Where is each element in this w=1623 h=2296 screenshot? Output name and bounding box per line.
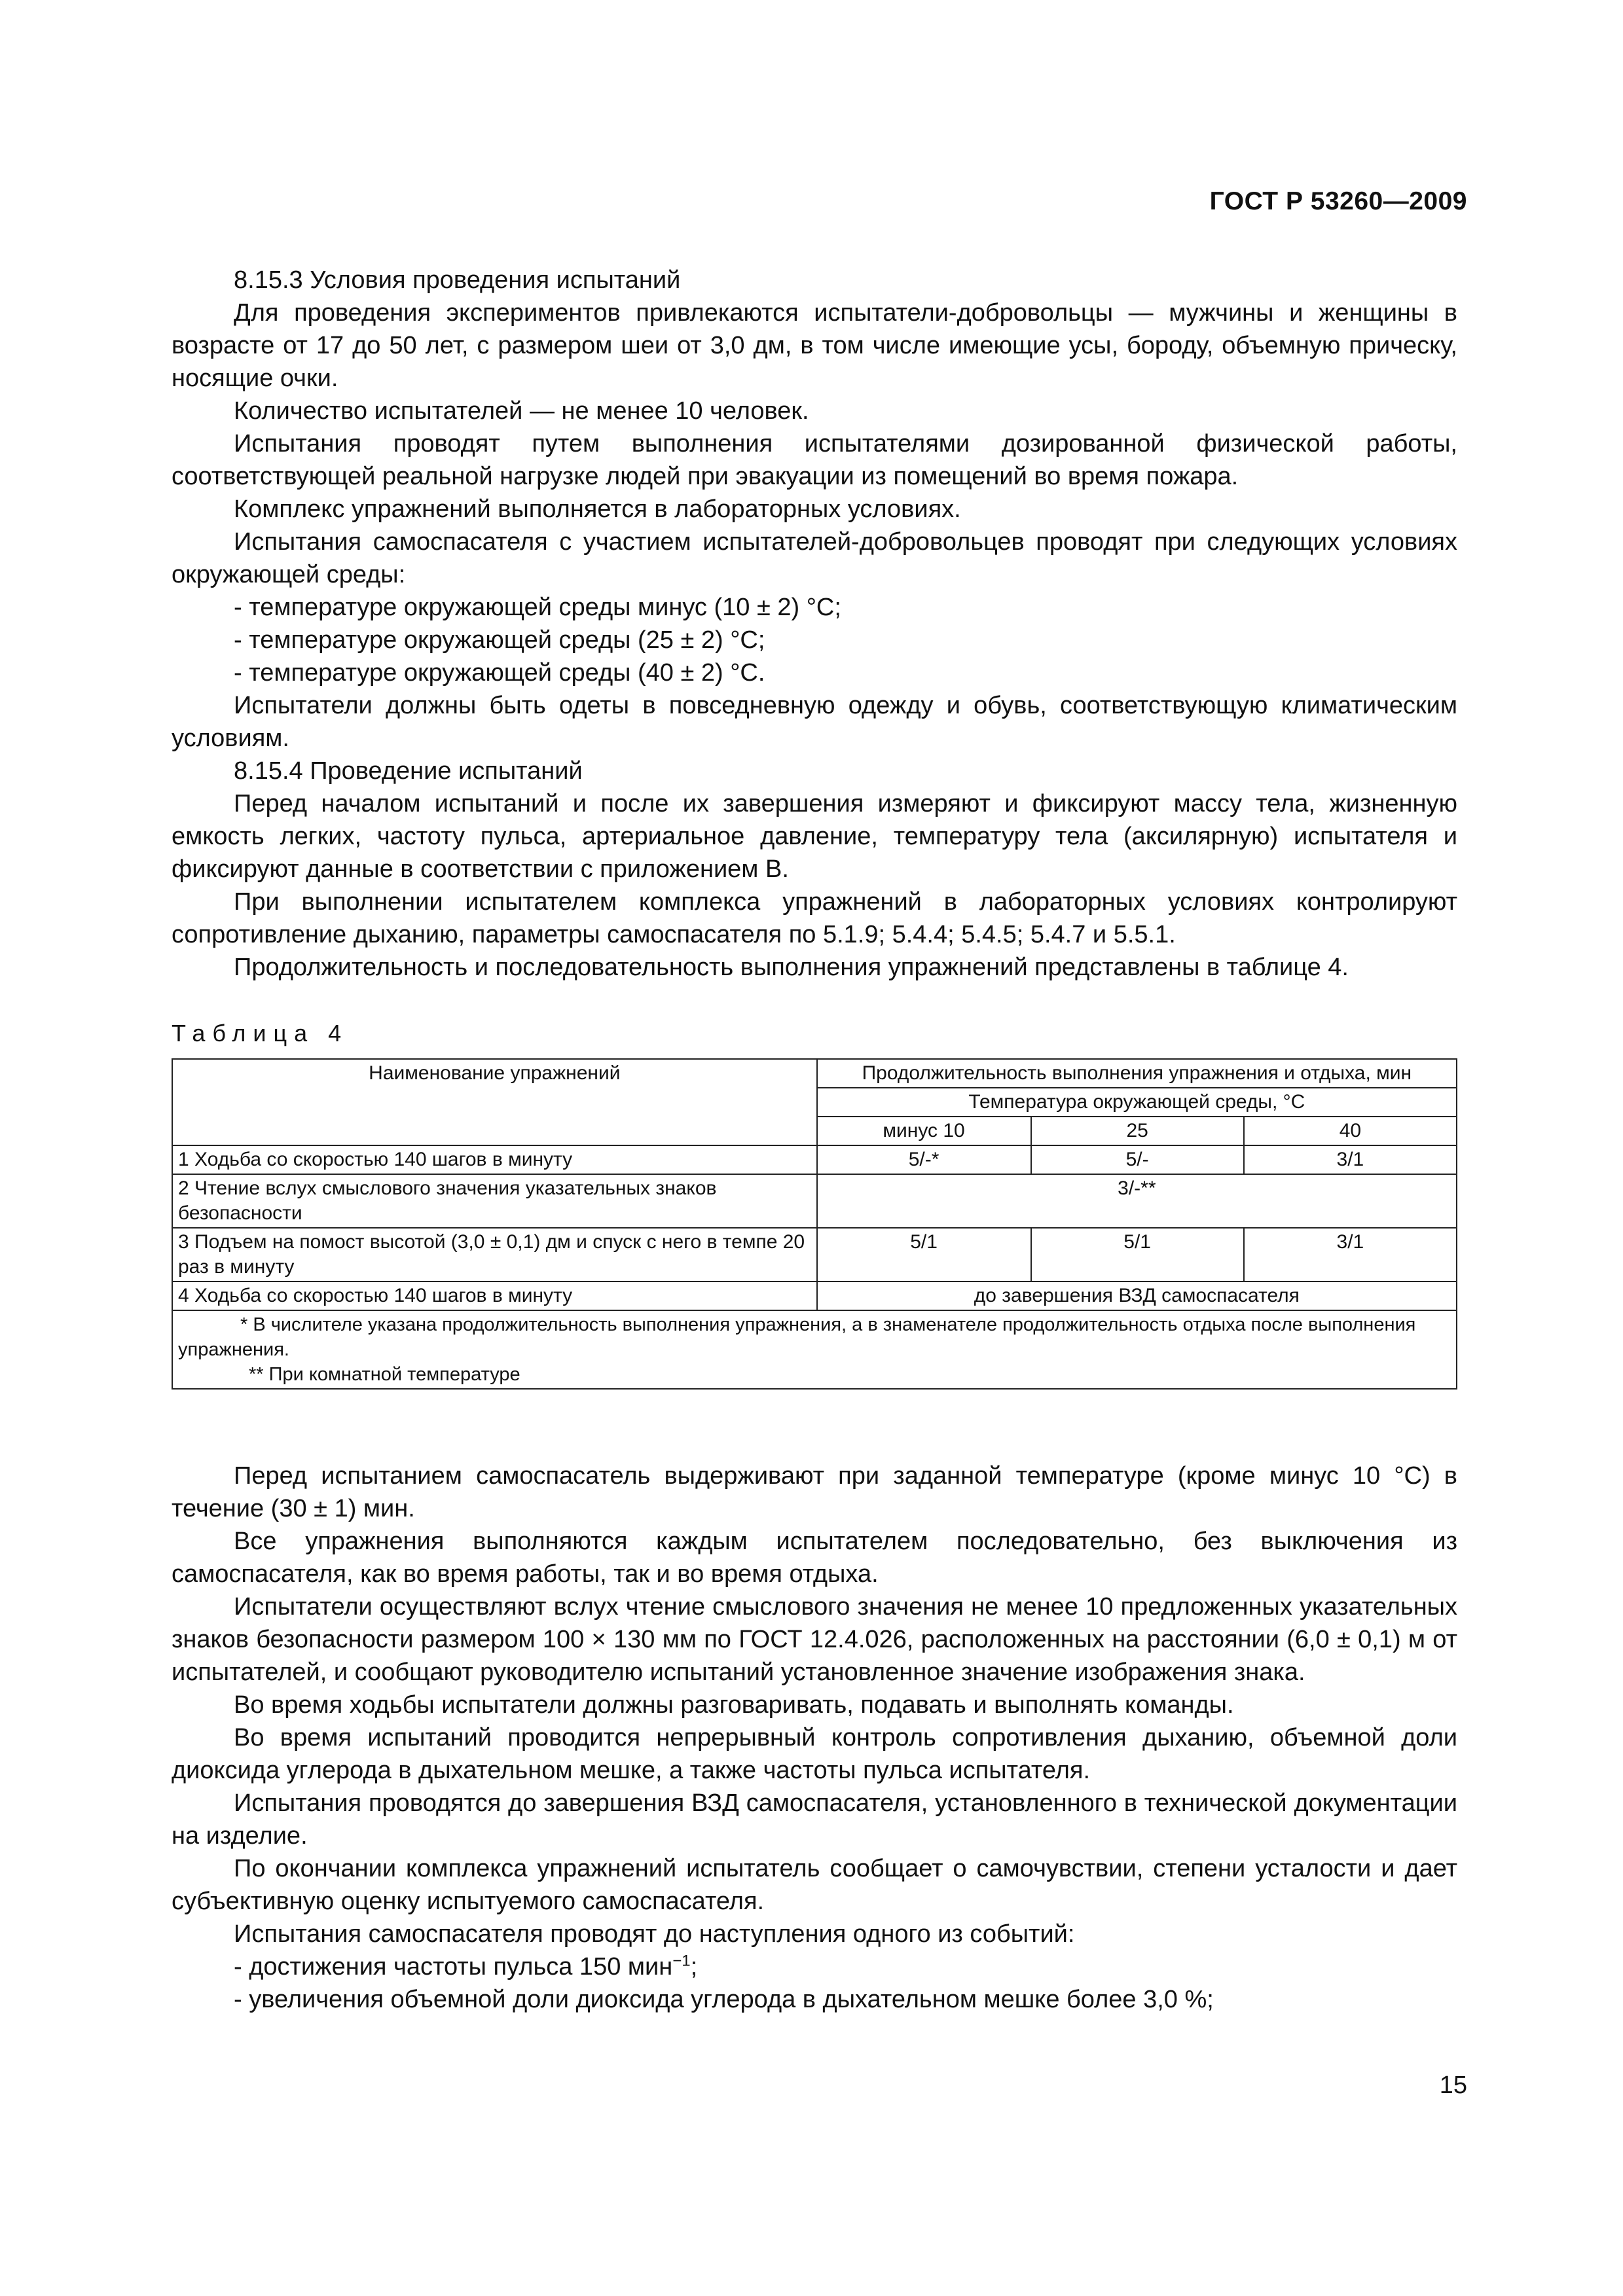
exercise-table	[172, 1058, 1457, 1390]
exercise-name: 1 Ходьба со скоростью 140 шагов в минуту	[172, 1145, 817, 1174]
paragraph: Во время испытаний проводится непрерывный контроль сопротивления дыханию, объемной доли диоксида углерода в дыхательном мешке, а также частоты пульса испытателя.	[172, 1724, 1457, 1784]
table-caption: Таблица 4	[172, 1020, 349, 1047]
table-footnotes	[172, 1310, 1457, 1389]
header-exercise-name: Наименование упражнений	[172, 1059, 817, 1145]
table-cell: 3/1	[1244, 1228, 1457, 1282]
paragraph: Испытатели осуществляют вслух чтение смыслового значения не менее 10 предложенных указательных знаков безопасности размером 100 × 130 мм по ГОСТ 12.4.026, расположенных на расстоянии (6,0 ± 0,1) м от испытателей, и сообщают руководителю испытаний установленное значение изображения знака.	[172, 1593, 1457, 1686]
pulse-exponent: −1	[672, 1952, 691, 1970]
paragraph: Испытатели должны быть одеты в повседневную одежду и обувь, соответствующую климатическим условиям.	[172, 692, 1457, 752]
header-temp-25: 25	[1031, 1117, 1244, 1145]
table-header-row	[172, 1059, 1457, 1088]
exercise-name: 4 Ходьба со скоростью 140 шагов в минуту	[172, 1282, 817, 1310]
table-cell: 5/-	[1031, 1145, 1244, 1174]
paragraph: По окончании комплекса упражнений испытатель сообщает о самочувствии, степени усталости и дает субъективную оценку испытуемого самоспасателя.	[172, 1855, 1457, 1915]
header-duration: Продолжительность выполнения упражнения и отдыха, мин	[817, 1059, 1457, 1088]
header-temp-40: 40	[1244, 1117, 1457, 1145]
table-cell-merged: 3/-**	[817, 1174, 1457, 1228]
page-number: 15	[1439, 2072, 1467, 2099]
list-item: - температуре окружающей среды (25 ± 2) °С;	[234, 626, 765, 654]
list-item: - температуре окружающей среды минус (10 ± 2) °С;	[234, 594, 841, 621]
list-item: - увеличения объемной доли диоксида углерода в дыхательном мешке более 3,0 %;	[234, 1986, 1214, 2013]
exercise-name: 3 Подъем на помост высотой (3,0 ± 0,1) дм и спуск с него в темпе 20 раз в минуту	[172, 1228, 817, 1282]
table-cell: 5/1	[817, 1228, 1031, 1282]
exercise-name: 2 Чтение вслух смыслового значения указательных знаков безопасности	[172, 1174, 817, 1228]
paragraph: Перед испытанием самоспасатель выдерживают при заданной температуре (кроме минус 10 °С) в течение (30 ± 1) мин.	[172, 1462, 1457, 1522]
paragraph: Количество испытателей — не менее 10 человек.	[234, 397, 809, 425]
bottom-text-block	[172, 1460, 1457, 2016]
header-temperature: Температура окружающей среды, °С	[817, 1088, 1457, 1117]
table-row	[172, 1145, 1457, 1174]
header-temp-minus10: минус 10	[817, 1117, 1031, 1145]
paragraph: Во время ходьбы испытатели должны разговаривать, подавать и выполнять команды.	[234, 1691, 1234, 1719]
pulse-text: - достижения частоты пульса 150 мин	[234, 1953, 673, 1981]
footnote-1: * В числителе указана продолжительность выполнения упражнения, а в знаменателе продолжительность отдыха после выполнения упражнения.	[178, 1314, 1416, 1360]
footnote-2: ** При комнатной температуре	[249, 1364, 520, 1385]
list-item: - температуре окружающей среды (40 ± 2) °С.	[234, 659, 765, 687]
paragraph: Испытания проводят путем выполнения испытателями дозированной физической работы, соответствующей реальной нагрузке людей при эвакуации из помещений во время пожара.	[172, 430, 1457, 490]
table-cell: 5/1	[1031, 1228, 1244, 1282]
top-text-block	[172, 264, 1457, 984]
section-heading-8-15-3: 8.15.3 Условия проведения испытаний	[234, 266, 681, 294]
table-row	[172, 1228, 1457, 1282]
table-row	[172, 1282, 1457, 1310]
table-cell-merged: до завершения ВЗД самоспасателя	[817, 1282, 1457, 1310]
paragraph: Перед началом испытаний и после их завершения измеряют и фиксируют массу тела, жизненную емкость легких, частоту пульса, артериальное давление, температуру тела (аксилярную) испытателя и фиксируют данные в соответствии с приложением В.	[172, 790, 1457, 883]
paragraph: Испытания самоспасателя проводят до наступления одного из событий:	[234, 1920, 1075, 1948]
table-row	[172, 1174, 1457, 1228]
paragraph: При выполнении испытателем комплекса упражнений в лабораторных условиях контролируют сопротивление дыханию, параметры самоспасателя по 5.1.9; 5.4.4; 5.4.5; 5.4.7 и 5.5.1.	[172, 888, 1457, 948]
table-cell: 3/1	[1244, 1145, 1457, 1174]
paragraph: Продолжительность и последовательность выполнения упражнений представлены в таблице 4.	[234, 954, 1349, 981]
paragraph: Испытания самоспасателя с участием испытателей-добровольцев проводят при следующих условиях окружающей среды:	[172, 528, 1457, 588]
table-cell: 5/-*	[817, 1145, 1031, 1174]
paragraph: Комплекс упражнений выполняется в лабораторных условиях.	[234, 495, 961, 523]
table-footnotes-row	[172, 1310, 1457, 1389]
paragraph: Испытания проводятся до завершения ВЗД самоспасателя, установленного в технической документации на изделие.	[172, 1789, 1457, 1850]
section-heading-8-15-4: 8.15.4 Проведение испытаний	[234, 757, 583, 785]
paragraph: Все упражнения выполняются каждым испытателем последовательно, без выключения из самоспасателя, как во время работы, так и во время отдыха.	[172, 1528, 1457, 1588]
pulse-tail: ;	[690, 1953, 698, 1981]
paragraph: Для проведения экспериментов привлекаются испытатели-добровольцы — мужчины и женщины в возрасте от 17 до 50 лет, с размером шеи от 3,0 дм, в том числе имеющие усы, бороду, объемную прическу, носящие очки.	[172, 299, 1457, 392]
list-item-pulse	[172, 1950, 1457, 1983]
standard-code-header: ГОСТ Р 53260—2009	[1209, 187, 1467, 215]
